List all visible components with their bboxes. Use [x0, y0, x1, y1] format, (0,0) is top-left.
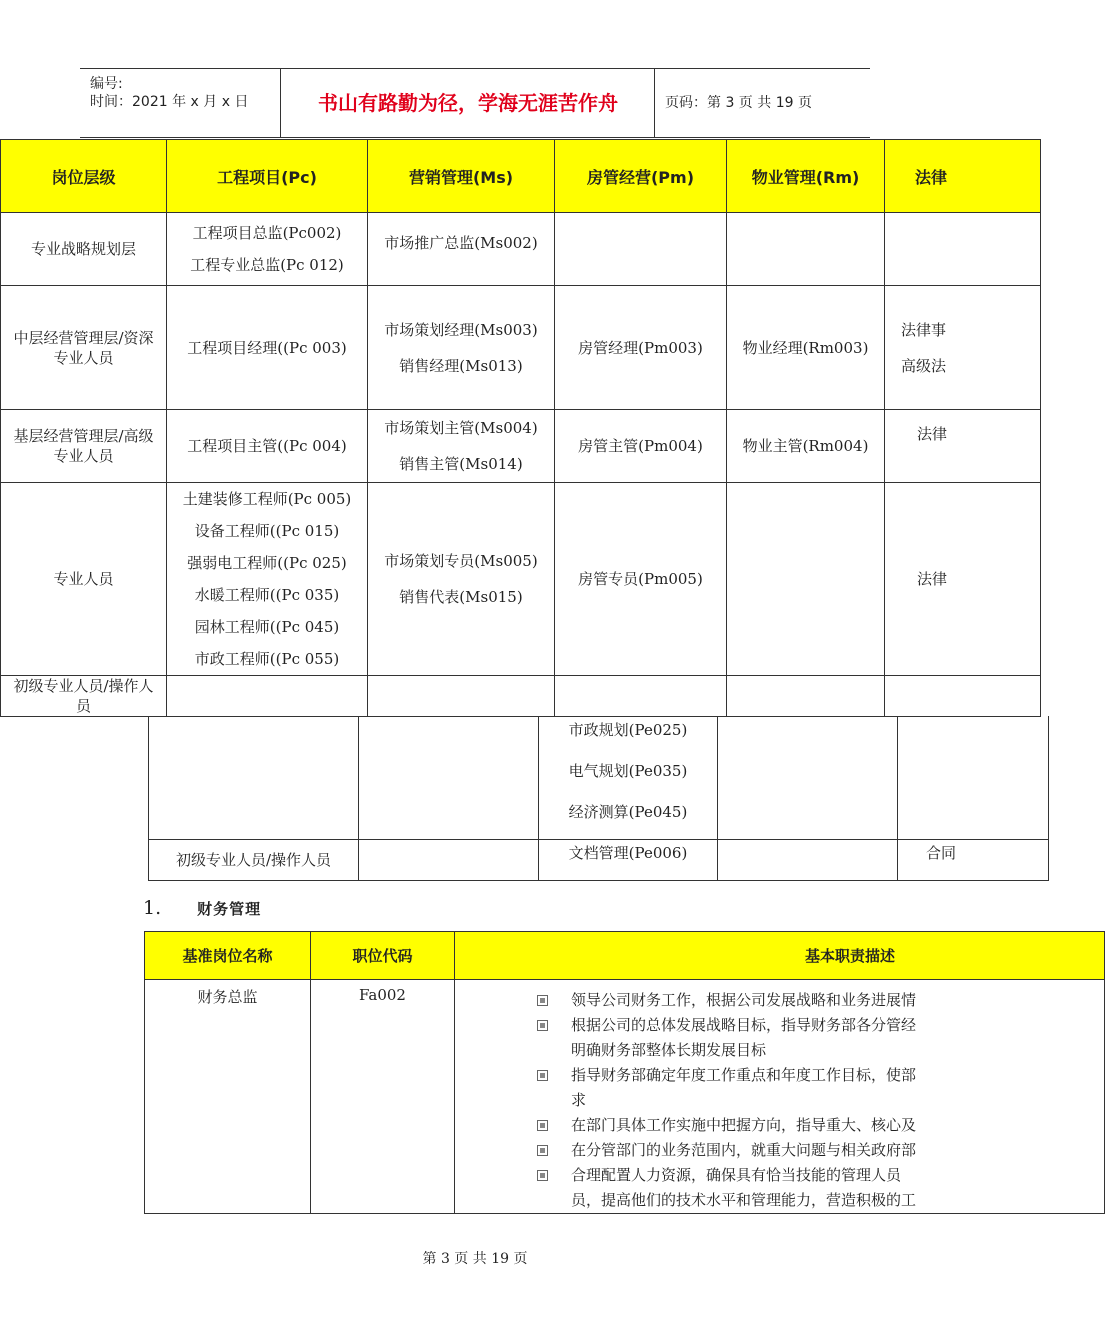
- position-item: 电气规划(Pe035): [568, 762, 688, 780]
- ms-cell: [368, 410, 555, 483]
- lower-table: [148, 716, 1049, 881]
- finance-table-header: [145, 932, 1105, 980]
- position-item: 房管专员(Pm005): [578, 570, 703, 588]
- position-code-cell: Fa002: [311, 980, 455, 1214]
- header-rm: 物业管理(Rm): [727, 140, 885, 213]
- rm-cell: [727, 483, 885, 676]
- duty-text: 在分管部门的业务范围内，就重大问题与相关政府部: [571, 1141, 917, 1159]
- position-item: 法律: [917, 425, 948, 443]
- header-position-code: 职位代码: [311, 932, 455, 980]
- table-row: [1, 676, 1041, 717]
- table-row: [149, 839, 1049, 880]
- header-divider: [654, 69, 655, 137]
- law-cell: [885, 676, 1041, 717]
- pm-cell: [555, 286, 727, 410]
- position-item: 经济测算(Pe045): [568, 803, 688, 821]
- position-item: 土建装修工程师(Pc 005): [182, 490, 352, 508]
- duty-item: [455, 1188, 1104, 1213]
- position-item: 文档管理(Pe006): [568, 843, 688, 862]
- section-number: 1.: [143, 897, 162, 919]
- level-cell: 基层经营管理层/高级专业人员: [1, 410, 167, 483]
- finance-table: [144, 931, 1105, 1214]
- checkbox-bullet-icon: [537, 1070, 548, 1081]
- position-item: 园林工程师((Pc 045): [194, 618, 340, 636]
- lower-table-wrapper: [148, 716, 957, 882]
- duty-text: 指导财务部确定年度工作重点和年度工作目标，使部: [571, 1066, 917, 1084]
- ms-cell: [368, 483, 555, 676]
- duty-text: 员，提高他们的技术水平和管理能力，营造积极的工: [571, 1191, 917, 1209]
- duty-item: [455, 1038, 1104, 1063]
- pc-cell: [167, 483, 368, 676]
- duty-item: [455, 1113, 1104, 1138]
- header-law: 法律: [885, 140, 1041, 213]
- law-cell: [885, 286, 1041, 410]
- empty-cell: [718, 716, 898, 839]
- header-divider: [280, 69, 281, 137]
- header-level: 岗位层级: [1, 140, 167, 213]
- position-item: 法律: [917, 570, 948, 588]
- rm-cell: [727, 410, 885, 483]
- duty-text: 在部门具体工作实施中把握方向，指导重大、核心及: [571, 1116, 917, 1134]
- position-item: 物业主管(Rm004): [742, 437, 869, 455]
- finance-table-wrapper: [144, 931, 950, 1209]
- checkbox-bullet-icon: [537, 1120, 548, 1131]
- position-item: 销售主管(Ms014): [399, 455, 523, 473]
- law-cell: [885, 483, 1041, 676]
- checkbox-bullet-icon: [537, 1020, 548, 1031]
- position-item: 强弱电工程师((Pc 025): [187, 554, 347, 572]
- header-duties: 基本职责描述: [455, 932, 1105, 980]
- table-row: [145, 980, 1105, 1214]
- rm-cell: [727, 213, 885, 286]
- document-header: [80, 68, 870, 138]
- header-position-name: 基准岗位名称: [145, 932, 311, 980]
- level-cell: 专业战略规划层: [1, 213, 167, 286]
- checkbox-bullet-icon: [537, 1170, 548, 1181]
- duty-text: 明确财务部整体长期发展目标: [571, 1041, 767, 1059]
- duty-item: [455, 1063, 1104, 1088]
- position-item: 销售代表(Ms015): [399, 588, 523, 606]
- grade-table-wrapper: [0, 139, 950, 717]
- law-cell: [885, 213, 1041, 286]
- items-cell: [539, 839, 718, 880]
- position-name-cell: 财务总监: [145, 980, 311, 1214]
- position-item: 设备工程师((Pc 015): [194, 522, 340, 540]
- position-item: 房管经理(Pm003): [578, 338, 703, 357]
- position-item: 市政工程师((Pc 055): [194, 650, 340, 668]
- page-indicator: 页码：第 3 页 共 19 页: [665, 95, 812, 111]
- header-ms: 营销管理(Ms): [368, 140, 555, 213]
- pc-cell: [167, 676, 368, 717]
- section-heading: [143, 897, 261, 919]
- level-cell: 初级专业人员/操作人员: [149, 839, 359, 880]
- position-item: 物业经理(Rm003): [742, 338, 869, 357]
- pc-cell: [167, 410, 368, 483]
- duty-item: [455, 1088, 1104, 1113]
- position-item: 销售经理(Ms013): [399, 356, 523, 375]
- duties-cell: [455, 980, 1105, 1214]
- rm-cell: [727, 286, 885, 410]
- ms-cell: [368, 286, 555, 410]
- law-cell: [885, 410, 1041, 483]
- empty-cell: [359, 716, 539, 839]
- table-row: [149, 716, 1049, 839]
- duty-text: 根据公司的总体发展战略目标，指导财务部各分管经: [571, 1016, 917, 1034]
- duty-text: 求: [571, 1091, 587, 1109]
- pc-cell: [167, 286, 368, 410]
- empty-cell: [718, 839, 898, 880]
- position-item: 房管主管(Pm004): [578, 437, 703, 455]
- position-item: 市场策划专员(Ms005): [384, 552, 538, 570]
- table-row: [1, 410, 1041, 483]
- position-item: 工程专业总监(Pc 012): [190, 256, 344, 274]
- table-row: [1, 286, 1041, 410]
- ms-cell: [368, 676, 555, 717]
- duty-text: 领导公司财务工作，根据公司发展战略和业务进展情: [571, 991, 917, 1009]
- position-item: 水暖工程师((Pc 035): [194, 586, 340, 604]
- pm-cell: [555, 213, 727, 286]
- position-item: 市场推广总监(Ms002): [384, 234, 538, 252]
- header-pc: [167, 140, 368, 213]
- time-label: 时间：2021 年 x 月 x 日: [90, 94, 249, 110]
- level-cell: 中层经营管理层/资深专业人员: [1, 286, 167, 410]
- grade-table: [0, 139, 1041, 717]
- checkbox-bullet-icon: [537, 995, 548, 1006]
- header-pm: 房管经营(Pm): [555, 140, 727, 213]
- grade-table-header: [1, 140, 1041, 213]
- duty-item: [455, 1163, 1104, 1188]
- checkbox-bullet-icon: [537, 1145, 548, 1156]
- header-motto: 书山有路勤为径，学海无涯苦作舟: [318, 91, 618, 115]
- header-meta: [80, 69, 280, 137]
- page-footer: 第 3 页 共 19 页: [422, 1251, 528, 1267]
- position-item: 高级法: [901, 356, 947, 375]
- items-cell: [539, 716, 718, 839]
- empty-cell: [898, 716, 1049, 839]
- position-item: 工程项目主管((Pc 004): [187, 437, 347, 455]
- level-cell: 初级专业人员/操作人员: [1, 676, 167, 717]
- pm-cell: [555, 410, 727, 483]
- position-item: 市场策划经理(Ms003): [384, 320, 538, 339]
- position-item: 合同: [926, 843, 957, 862]
- position-item: 法律事: [901, 320, 947, 339]
- duty-item: [455, 1013, 1104, 1038]
- level-cell: 专业人员: [1, 483, 167, 676]
- table-row: [1, 213, 1041, 286]
- ms-cell: [368, 213, 555, 286]
- duty-item: [455, 988, 1104, 1013]
- right-cell: [898, 839, 1049, 880]
- duty-item: [455, 1138, 1104, 1163]
- rm-cell: [727, 676, 885, 717]
- empty-cell: [359, 839, 539, 880]
- header-pc-text: 工程项目(Pc): [217, 167, 317, 187]
- position-item: 市政规划(Pe025): [568, 721, 688, 739]
- pm-cell: [555, 483, 727, 676]
- table-row: [1, 483, 1041, 676]
- pc-cell: [167, 213, 368, 286]
- position-item: 工程项目经理((Pc 003): [187, 338, 347, 357]
- position-item: 工程项目总监(Pc002): [192, 224, 342, 242]
- section-title: 财务管理: [197, 900, 262, 918]
- duty-list: [455, 980, 1104, 1213]
- position-item: 市场策划主管(Ms004): [384, 419, 538, 437]
- level-cell: [149, 716, 359, 839]
- duty-text: 合理配置人力资源，确保具有恰当技能的管理人员: [571, 1166, 902, 1184]
- number-label: 编号:: [90, 76, 123, 92]
